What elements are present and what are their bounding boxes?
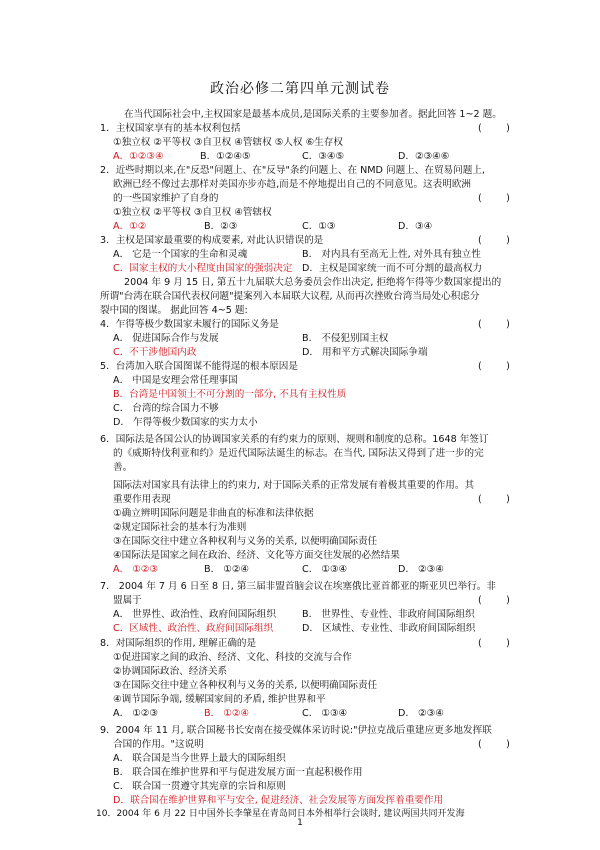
q5-option-b[interactable]: B．台湾是中国领土不可分割的一部分, 不具有主权性质 bbox=[113, 389, 347, 400]
q1-answer-blank[interactable]: ( ) bbox=[478, 123, 510, 134]
q8-option-d[interactable]: D． ②③④ bbox=[398, 708, 444, 719]
q4-option-c[interactable]: C．不干涉他国内政 bbox=[113, 347, 197, 358]
q7-option-d[interactable]: D． 区域性、专业性、非政府间国际组织 bbox=[302, 623, 476, 634]
q8-item-3: ③在国际交往中建立各种权利与义务的关系, 以便明确国际责任 bbox=[113, 680, 378, 691]
q5-option-a[interactable]: A． 中国是安理会常任理事国 bbox=[113, 375, 238, 386]
q6-item-4: ④国际法是国家之间在政治、经济、文化等方面交往发展的必然结果 bbox=[113, 550, 400, 561]
page-title: 政治必修二第四单元测试卷 bbox=[210, 81, 390, 97]
page-number: 1 bbox=[297, 818, 303, 828]
q7-option-b[interactable]: B． 世界性、专业性、非政府间国际组织 bbox=[302, 609, 475, 620]
q5-option-c[interactable]: C． 台湾的综合国力不够 bbox=[113, 403, 219, 414]
passage-4-5-line3: 裂中国的图谋。 据此回答 4~5 题: bbox=[100, 305, 248, 316]
q6-answer-blank[interactable]: ( ) bbox=[478, 494, 510, 505]
q1-option-d[interactable]: D．②③④⑥ bbox=[398, 151, 450, 162]
q8-item-4: ④调节国际争端, 缓解国家间的矛盾, 维护世界和平 bbox=[113, 694, 326, 705]
q7-option-a[interactable]: A． 世界性、政治性、政府间国际组织 bbox=[113, 609, 277, 620]
q6-stem-line5: 重要作用表现 bbox=[113, 494, 171, 505]
q3-answer-blank[interactable]: ( ) bbox=[478, 235, 510, 246]
q6-stem-line3: 善。 bbox=[113, 462, 133, 473]
passage-4-5-line1: 2004 年 9 月 15 日, 第五十九届联大总务委员会作出决定, 拒绝将乍得等少数国家提出的 bbox=[124, 277, 502, 288]
q8-item-1: ①促进国家之间的政治、经济、文化、科技的交流与合作 bbox=[113, 652, 352, 663]
q5-answer-blank[interactable]: ( ) bbox=[478, 361, 510, 372]
q2-stem-line1: 2．近些时期以来,在"反恐"问题上、在"反导"条约问题上、在 NMD 问题上、在贸易问题上, bbox=[100, 165, 485, 176]
q7-answer-blank[interactable]: ( ) bbox=[478, 595, 510, 606]
q6-item-3: ③在国际交往中建立各种权利与义务的关系, 以便明确国际责任 bbox=[113, 536, 378, 547]
q8-stem: 8．对国际组织的作用, 理解正确的是 bbox=[100, 638, 257, 649]
q9-option-b[interactable]: B． 联合国在维护世界和平与促进发展方面一直起积极作用 bbox=[113, 767, 363, 778]
q3-option-a[interactable]: A． 它是一个国家的生命和灵魂 bbox=[113, 249, 248, 260]
q3-stem: 3．主权是国家最重要的构成要素, 对此认识错误的是 bbox=[100, 235, 324, 246]
q2-answer-blank[interactable]: ( ) bbox=[478, 193, 510, 204]
q9-option-a[interactable]: A． 联合国是当今世界上最大的国际组织 bbox=[113, 753, 286, 764]
q10-stem-line1: 10．2004 年 6 月 22 日中国外长李肇星在青岛同日本外相举行会谈时, 建议两国共同开发海 bbox=[96, 809, 465, 819]
q1-option-b[interactable]: B．①②④⑤ bbox=[200, 151, 251, 162]
q4-stem: 4．乍得等极少数国家未履行的国际义务是 bbox=[100, 319, 279, 330]
q6-option-c[interactable]: C． ①③④ bbox=[302, 564, 348, 575]
q6-option-a[interactable]: A． ①②③ bbox=[113, 564, 159, 575]
q2-option-d[interactable]: D．③④ bbox=[398, 221, 433, 232]
q8-option-c[interactable]: C． ①③④ bbox=[302, 708, 348, 719]
q4-option-a[interactable]: A． 促进国际合作与发展 bbox=[113, 333, 219, 344]
q1-stem: 1．主权国家享有的基本权利包括 bbox=[100, 123, 241, 134]
q9-stem-line1: 9．2004 年 11 月, 联合国秘书长安南在接受媒体采访时说:"伊拉克战后重建应更多地发挥联 bbox=[100, 725, 492, 736]
q6-stem-line4: 国际法对国家具有法律上的约束力, 对于国际关系的正常发展有着极其重要的作用。其 bbox=[113, 480, 475, 491]
q8-option-a[interactable]: A． ①②③ bbox=[113, 708, 159, 719]
q6-stem-line2: 的《威斯特伐利亚和约》是近代国际法诞生的标志。在当代, 国际法又得到了进一步的完 bbox=[113, 448, 484, 459]
q1-option-c[interactable]: C．③④⑤ bbox=[302, 151, 345, 162]
q2-stem-line2: 欧洲已经不像过去那样对美国亦步亦趋,而是不停地提出自己的不同意见。这表明欧洲 bbox=[113, 179, 472, 190]
q5-option-d[interactable]: D． 乍得等极少数国家的实力太小 bbox=[113, 417, 258, 428]
intro-text: 在当代国际社会中,主权国家是最基本成员,是国际关系的主要参加者。据此回答 1~2 题。 bbox=[124, 109, 502, 120]
q4-option-b[interactable]: B． 不侵犯别国主权 bbox=[302, 333, 389, 344]
q1-items: ①独立权 ②平等权 ③自卫权 ④管辖权 ⑤人权 ⑥生存权 bbox=[113, 137, 343, 148]
q2-option-c[interactable]: C．①③ bbox=[302, 221, 336, 232]
q2-stem-line3: 的一些国家维护了自身的 bbox=[113, 193, 219, 204]
passage-4-5-line2: 所谓"台湾在联合国代表权问题"提案列入本届联大议程, 从而再次挫败台湾当局处心积虑分 bbox=[100, 291, 480, 302]
q4-answer-blank[interactable]: ( ) bbox=[478, 319, 510, 330]
q9-option-c[interactable]: C． 联合国一贯遵守其宪章的宗旨和原则 bbox=[113, 781, 286, 792]
q7-option-c[interactable]: C．区域性、政治性、政府间国际组织 bbox=[113, 623, 274, 634]
q8-answer-blank[interactable]: ( ) bbox=[478, 638, 510, 649]
q3-option-c[interactable]: C．国家主权的大小程度由国家的强弱决定 bbox=[113, 263, 293, 274]
q6-stem-line1: 6．国际法是各国公认的协调国家关系的有约束力的原则、规则和制度的总称。1648 年签订 bbox=[100, 434, 489, 445]
q8-item-2: ②协调国际政治、经济关系 bbox=[113, 666, 228, 677]
q9-answer-blank[interactable]: ( ) bbox=[478, 739, 510, 750]
q6-item-1: ①确立辨明国际问题是非曲直的标准和法律依据 bbox=[113, 508, 314, 519]
q7-stem-line1: 7． 2004 年 7 月 6 日至 8 日, 第三届非盟首脑会议在埃塞俄比亚首都亚的斯亚贝巴举行。非 bbox=[100, 581, 496, 592]
q1-option-a[interactable]: A．①②③④ bbox=[113, 151, 164, 162]
q4-option-d[interactable]: D． 用和平方式解决国际争端 bbox=[302, 347, 428, 358]
q2-option-a[interactable]: A．①② bbox=[113, 221, 147, 232]
q2-items: ①独立权 ②平等权 ③自卫权 ④管辖权 bbox=[113, 207, 272, 218]
q7-stem-line2: 盟属于 bbox=[113, 595, 142, 606]
q9-stem-line2: 合国的作用。"这说明 bbox=[113, 739, 204, 750]
q6-item-2: ②规定国际社会的基本行为准则 bbox=[113, 522, 247, 533]
q3-option-d[interactable]: D．主权是国家统一而不可分割的最高权力 bbox=[302, 263, 483, 274]
q9-option-d[interactable]: D．联合国在维护世界和平与安全, 促进经济、社会发展等方面发挥着重要作用 bbox=[113, 795, 444, 806]
q5-stem: 5．台湾加入联合国图谋不能得逞的根本原因是 bbox=[100, 361, 298, 372]
q8-option-b[interactable]: B． ①②④ bbox=[204, 708, 250, 719]
q6-option-d[interactable]: D． ②③④ bbox=[398, 564, 444, 575]
q6-option-b[interactable]: B． ①②④ bbox=[204, 564, 250, 575]
q2-option-b[interactable]: B．②③ bbox=[204, 221, 238, 232]
q3-option-b[interactable]: B． 对内具有至高无上性, 对外具有独立性 bbox=[302, 249, 481, 260]
